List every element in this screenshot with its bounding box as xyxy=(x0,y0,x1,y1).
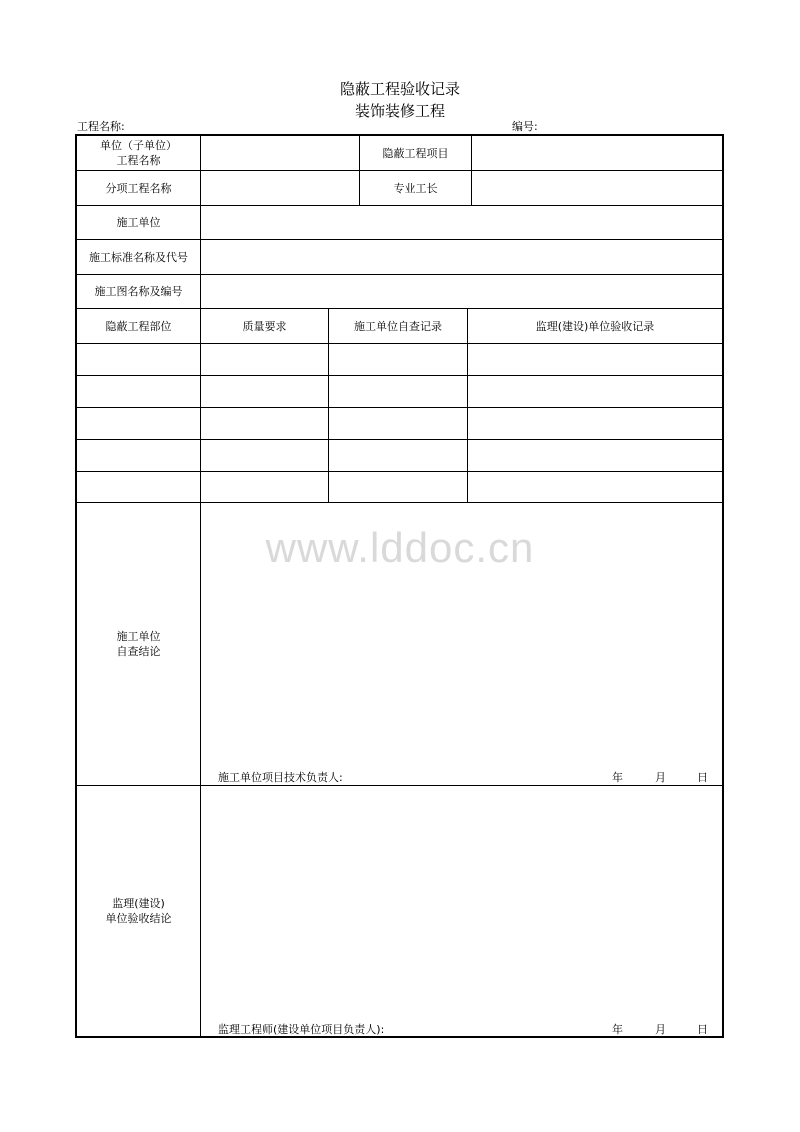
row-divider xyxy=(77,343,722,344)
self-check-date-month: 月 xyxy=(655,771,666,784)
construction-unit-value[interactable] xyxy=(201,206,722,239)
standard-value[interactable] xyxy=(201,240,722,274)
column-header-supervision: 监理(建设)单位验收记录 xyxy=(535,319,655,333)
self-check-label-line1: 施工单位 xyxy=(116,630,161,643)
construction-unit-label: 施工单位 xyxy=(116,216,161,229)
standard-label: 施工标准名称及代号 xyxy=(89,250,188,264)
row-divider xyxy=(77,375,722,376)
project-name-label: 工程名称: xyxy=(77,120,125,133)
self-check-date-year: 年 xyxy=(612,771,623,784)
supervision-label-line1: 监理(建设) xyxy=(112,897,165,910)
sub-project-name-label: 分项工程名称 xyxy=(105,181,172,195)
row-divider xyxy=(77,407,722,408)
page-title: 隐蔽工程验收记录 xyxy=(339,80,460,98)
inspection-form-table xyxy=(75,134,724,1038)
number-label: 编号: xyxy=(512,120,538,133)
page-subtitle: 装饰装修工程 xyxy=(354,102,445,120)
drawing-value[interactable] xyxy=(201,275,722,308)
row-divider xyxy=(77,439,722,440)
watermark: www.lddoc.cn xyxy=(265,524,535,571)
column-header-self-check: 施工单位自查记录 xyxy=(354,319,442,333)
supervision-date-month: 月 xyxy=(655,1023,666,1036)
supervision-date-day: 日 xyxy=(697,1023,708,1036)
column-header-quality: 质量要求 xyxy=(242,319,287,333)
column-header-location: 隐蔽工程部位 xyxy=(105,319,172,333)
supervision-label-line2: 单位验收结论 xyxy=(105,912,172,925)
drawing-label: 施工图名称及编号 xyxy=(94,285,183,298)
unit-project-name-line2: 工程名称 xyxy=(116,154,161,167)
row-divider xyxy=(77,471,722,472)
foreman-label: 专业工长 xyxy=(393,181,438,195)
self-check-label-line2: 自查结论 xyxy=(116,645,161,658)
supervision-conclusion-label xyxy=(77,786,200,1036)
foreman-value[interactable] xyxy=(472,171,722,205)
hidden-item-value[interactable] xyxy=(472,136,722,170)
hidden-item-label: 隐蔽工程项目 xyxy=(382,146,449,160)
unit-project-name-value[interactable] xyxy=(201,136,359,170)
unit-project-name-line1: 单位（子单位） xyxy=(100,139,177,152)
self-check-conclusion-label xyxy=(77,503,200,785)
supervision-signer-label: 监理工程师(建设单位项目负责人): xyxy=(218,1023,385,1036)
self-check-signer-label: 施工单位项目技术负责人: xyxy=(218,771,343,784)
sub-project-name-value[interactable] xyxy=(201,171,359,205)
unit-project-name-label xyxy=(77,136,200,170)
self-check-date-day: 日 xyxy=(697,771,708,784)
supervision-date-year: 年 xyxy=(612,1023,623,1036)
